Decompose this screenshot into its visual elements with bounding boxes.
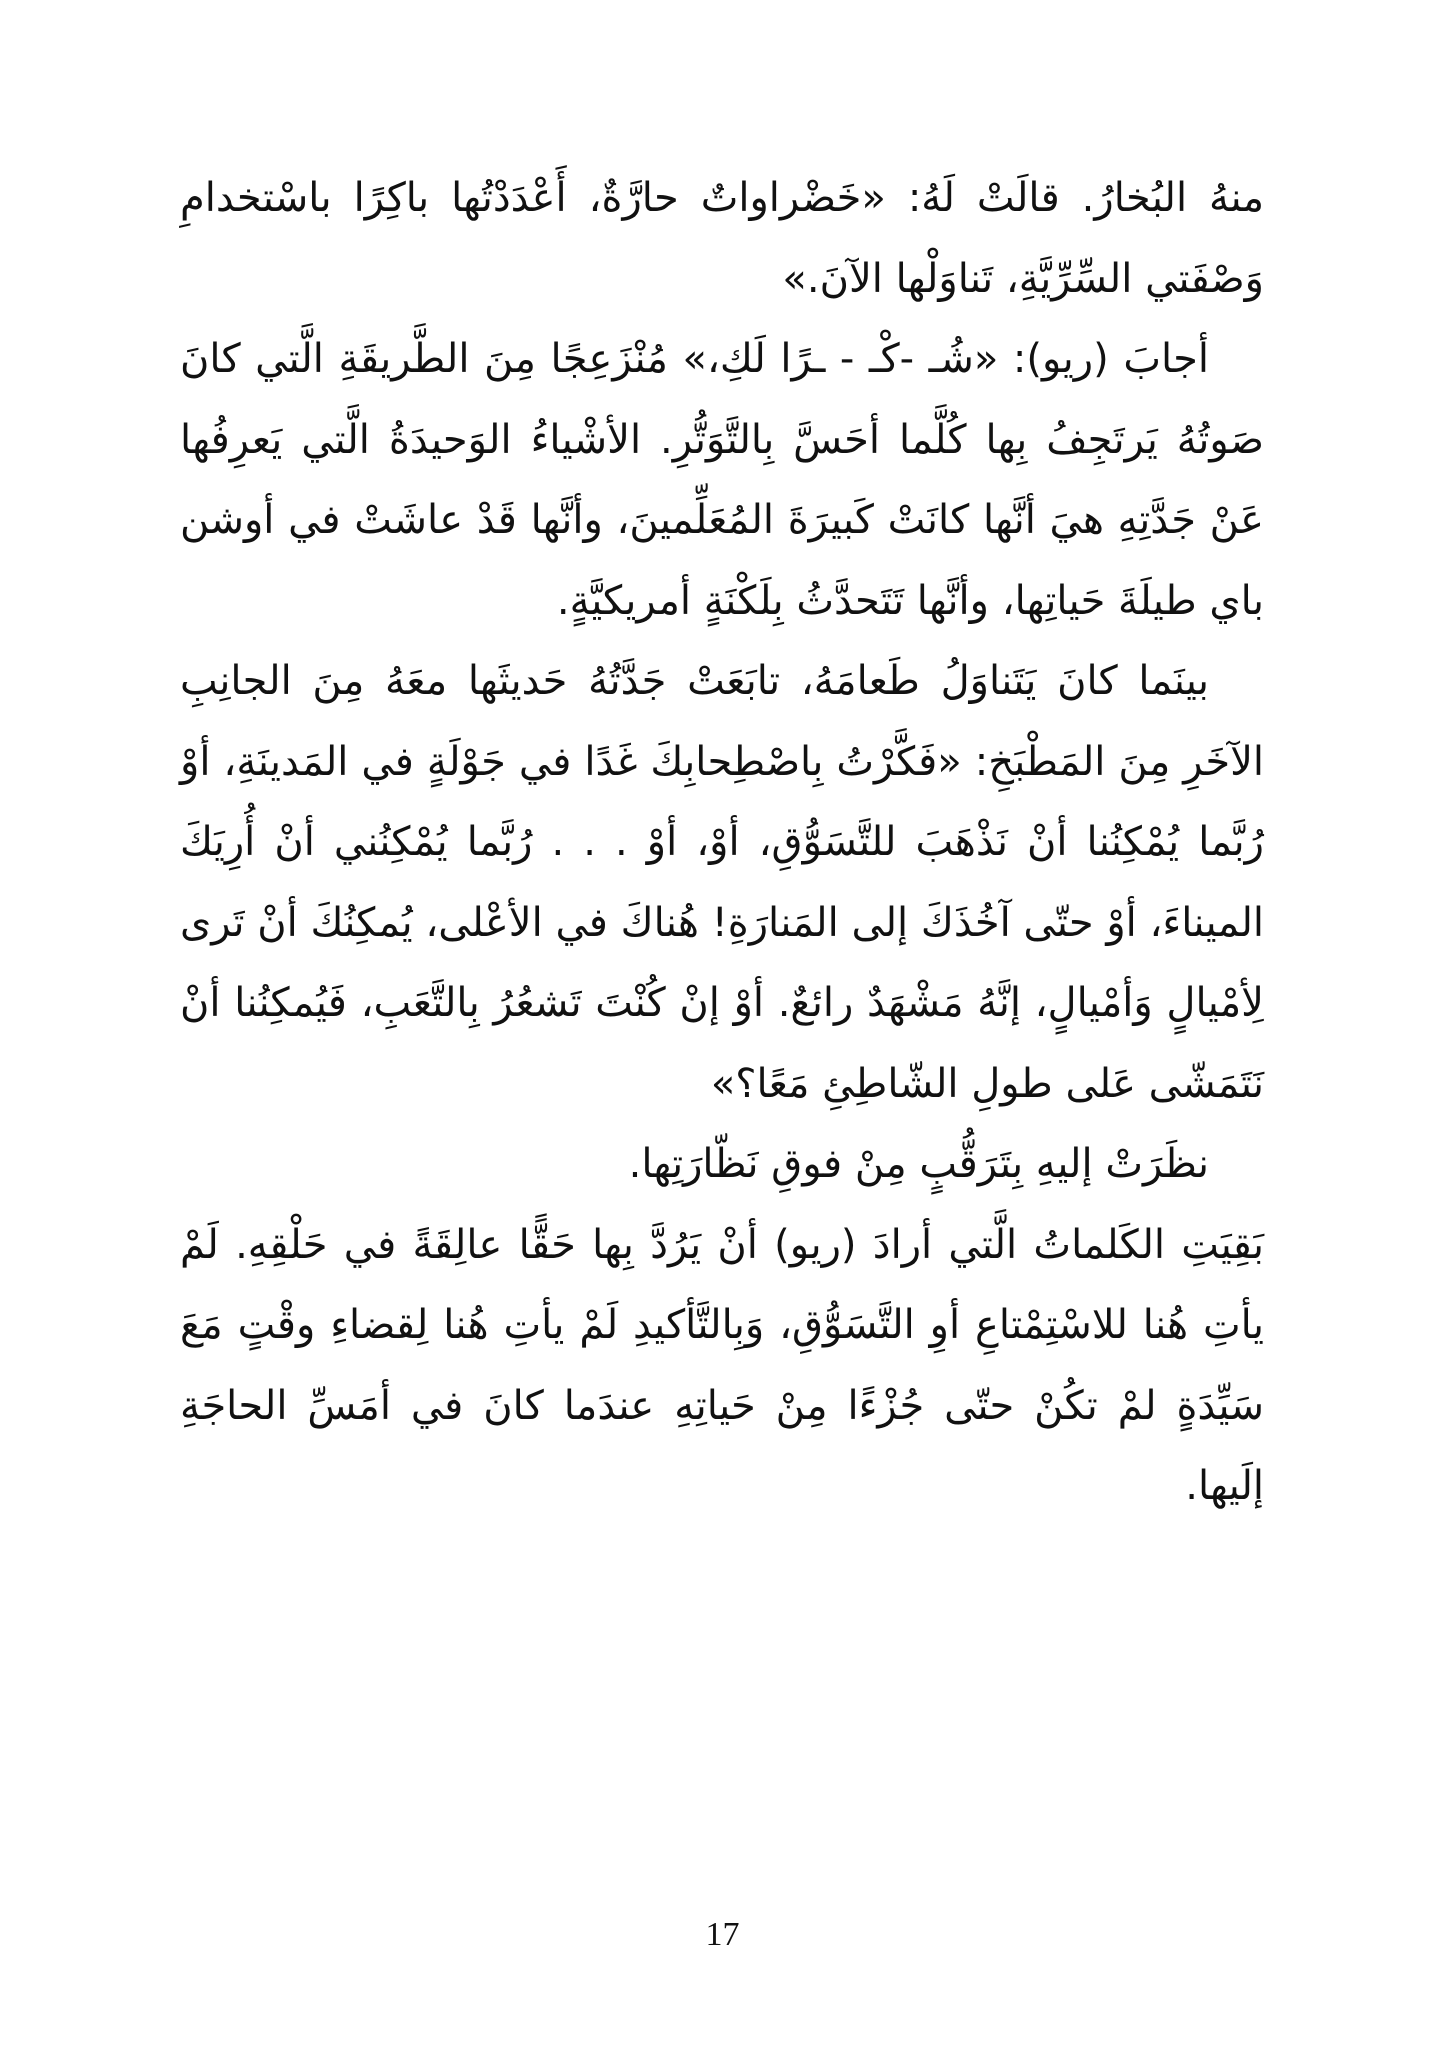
paragraph-4: نظَرَتْ إليهِ بِتَرَقُّبٍ مِنْ فوقِ نَظّارَتِها. [628,1141,1209,1187]
paragraph-2: أجابَ (ريو): «شُـ -كْـ - ـرًا لَكِ،» مُنْزَعِجًا مِنَ الطَّريقَةِ الَّتي كانَ صَوتُهُ يَرتَجِفُ بِها كُلَّما أحَسَّ بِالتَّوَتُّرِ. الأشْياءُ الوَحيدَةُ الَّتي يَعرِفُها عَنْ جَدَّتِهِ هيَ أنَّها كانَتْ كَبيرَةَ المُعَلِّمينَ، وأنَّها قَدْ عاشَتْ في أوشن باي طيلَةَ حَياتِها، وأنَّها تَتَحدَّثُ بِلَكْنَةٍ أمريكيَّةٍ. [180,336,1264,624]
body-text [180,158,1264,1527]
paragraph-3: بينَما كانَ يَتَناوَلُ طَعامَهُ، تابَعَتْ جَدَّتُهُ حَديثَها معَهُ مِنَ الجانِبِ الآخَرِ مِنَ المَطْبَخِ: «فَكَّرْتُ بِاصْطِحابِكَ غَدًا في جَوْلَةٍ في المَدينَةِ، أوْ رُبَّما يُمْكِنُنا أنْ نَذْهَبَ للتَّسَوُّقِ، أوْ، أوْ . . . رُبَّما يُمْكِنُني أنْ أُرِيَكَ الميناءَ، أوْ حتّى آخُذَكَ إلى المَنارَةِ! هُناكَ في الأعْلى، يُمكِنُكَ أنْ تَرى لِأمْيالٍ وَأمْيالٍ، إنَّهُ مَشْهَدٌ رائعٌ. أوْ إنْ كُنْتَ تَشعُرُ بِالتَّعَبِ، فَيُمكِنُنا أنْ نَتَمَشّى عَلى طولِ الشّاطِئِ مَعًا؟» [180,658,1264,1107]
page-number: 17 [705,1916,740,1953]
paragraph-5: بَقِيَتِ الكَلماتُ الَّتي أرادَ (ريو) أنْ يَرُدَّ بِها حَقًّا عالِقَةً في حَلْقِهِ. لَمْ يأتِ هُنا للاسْتِمْتاعِ أوِ التَّسَوُّقِ، وَبِالتَّأكيدِ لَمْ يأتِ هُنا لِقضاءِ وقْتٍ مَعَ سَيِّدَةٍ لمْ تكُنْ حتّى جُزْءًا مِنْ حَياتِهِ عندَما كانَ في أمَسِّ الحاجَةِ إلَيها. [180,1221,1264,1509]
paragraph-1: منهُ البُخارُ. قالَتْ لَهُ: «خَضْراواتٌ حارَّةٌ، أَعْدَدْتُها باكِرًا باسْتخدامِ وَصْفَتي السِّرِّيَّةِ، تَناوَلْها الآنَ.» [180,175,1264,302]
